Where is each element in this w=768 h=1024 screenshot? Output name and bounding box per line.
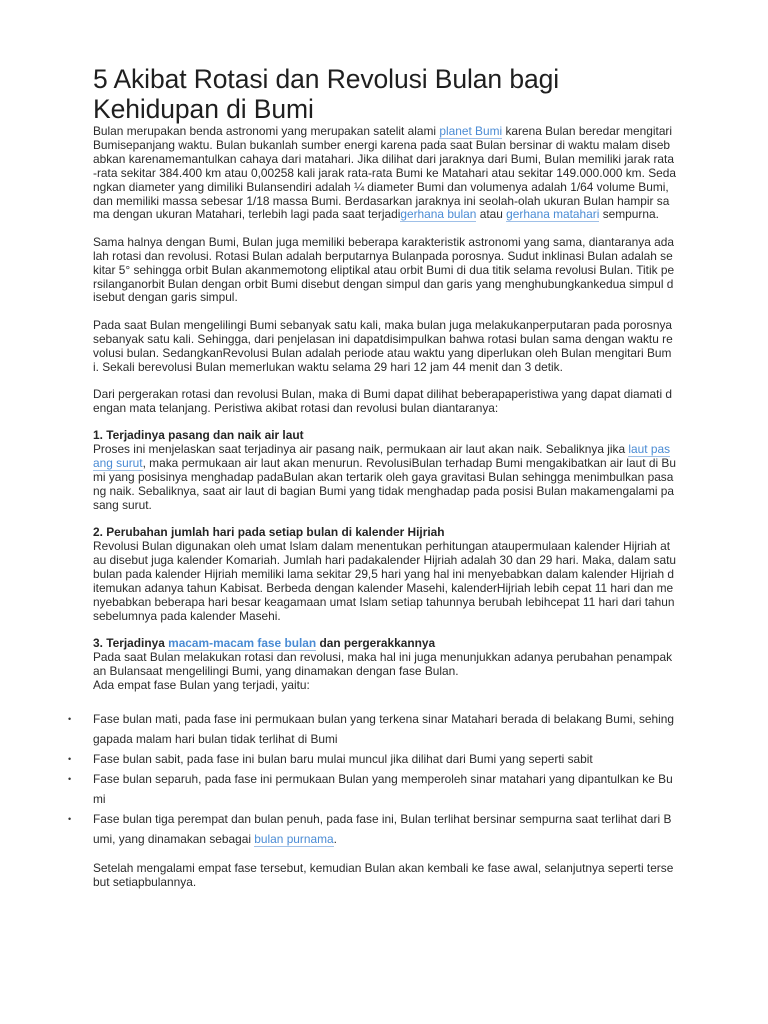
section-1-text (93, 443, 676, 513)
text-span: karena Bulan beredar mengitari Bumisepanjang waktu. Bulan bukanlah sumber energi karena pada saat Bulan bersinar di waktu malam disebabkan karenamemantulkan cahaya dari matahari. Jika dilihat dari jaraknya dari Bumi, Bulan memiliki jarak rata-rata sekitar 384.400 km atau 0,00258 kali jarak rata-rata Bumi ke Matahari atau sekitar 149.000.000 km. Sedangkan diameter yang dimiliki Bulansendiri adalah ¼ diameter Bumi dan volumenya adalah 1/64 volume Bumi, dan memiliki massa sebesar 1/18 massa Bumi. Berdasarkan jaraknya ini seolah-olah ukuran Bulan hampir sama dengan ukuran Matahari, terlebih lagi pada saat terjadi (93, 124, 676, 222)
link-planet-bumi[interactable]: planet Bumi (439, 124, 503, 138)
text-span: . (333, 831, 337, 846)
list-item (68, 749, 676, 769)
text-span: atau (476, 207, 507, 222)
section-1-heading: 1. Terjadinya pasang dan naik air laut (93, 428, 304, 443)
list-item-text: Fase bulan separuh, pada fase ini permukaan Bulan yang memperoleh sinar matahari yang dipantulkan ke Bumi (93, 771, 673, 806)
section-2-text: Revolusi Bulan digunakan oleh umat Islam dalam menentukan perhitungan ataupermulaan kalender Hijriah atau disebut juga kalender Komariah. Jumlah hari padakalender Hijriah adalah 30 dan 29 hari. Maka, dalam satu bulan pada kalender Hijriah memiliki lama sekitar 29,5 hari yang hal ini menyebabkan dalam kalender Hijriah ditemukan adanya tahun Kabisat. Berbeda dengan kalender Masehi, kalenderHijriah lebih cepat 11 hari dan menyebabkan beberapa hari besar keagamaan umat Islam setiap tahunnya berubah lebihcepat 11 hari dari tahun sebelumnya pada kalender Masehi. (93, 539, 677, 623)
bullet-icon: • (68, 773, 72, 784)
list-item (68, 809, 676, 849)
link-gerhana-bulan[interactable]: gerhana bulan (400, 207, 477, 222)
section-3-text: Pada saat Bulan melakukan rotasi dan revolusi, maka hal ini juga menunjukkan adanya perubahan penampakan Bulansaat mengelilingi Bumi, yang dinamakan dengan fase Bulan. (93, 650, 673, 678)
text-span: Proses ini menjelaskan saat terjadinya air pasang naik, permukaan air laut akan naik. Sebaliknya jika (93, 442, 629, 457)
closing-paragraph: Setelah mengalami empat fase tersebut, kemudian Bulan akan kembali ke fase awal, selanjutnya seperti tersebut setiapbulannya. (93, 860, 674, 889)
list-item (68, 709, 676, 749)
page-title: 5 Akibat Rotasi dan Revolusi Bulan bagi Kehidupan di Bumi (93, 64, 560, 124)
link-gerhana-matahari[interactable]: gerhana matahari (506, 207, 600, 222)
list-item-text: Fase bulan tiga perempat dan bulan penuh, pada fase ini, Bulan terlihat bersinar sempurna saat terlihat dari Bumi, yang dinamakan sebagai (93, 811, 672, 846)
section-2-heading: 2. Perubahan jumlah hari pada setiap bulan di kalender Hijriah (93, 525, 445, 540)
text-span: , maka permukaan air laut akan menurun. RevolusiBulan terhadap Bumi mengakibatkan air laut di Bumi yang posisinya menghadap padaBulan akan tertarik oleh gaya gravitasi Bulan sehingga menimbulkan pasang naik. Sebaliknya, saat air laut di bagian Bumi yang tidak menghadap pada posisi Bulan makamengalami pasang surut. (93, 456, 676, 512)
text-span: dan pergerakkannya (316, 636, 436, 651)
bullet-icon: • (68, 813, 72, 824)
events-paragraph: Dari pergerakan rotasi dan revolusi Bulan, maka di Bumi dapat dilihat beberapaperistiwa yang dapat diamati dengan mata telanjang. Peristiwa akibat rotasi dan revolusi bulan diantaranya: (93, 387, 673, 415)
link-bulan-purnama[interactable]: bulan purnama (254, 831, 334, 846)
list-item (68, 769, 676, 809)
revolution-paragraph: Pada saat Bulan mengelilingi Bumi sebanyak satu kali, maka bulan juga melakukanperputaran pada porosnya sebanyak satu kali. Sehingga, dari penjelasan ini dapatdisimpulkan bahwa rotasi bulan sama dengan waktu revolusi bulan. SedangkanRevolusi Bulan adalah periode atau waktu yang diperlukan oleh Bulan mengitari Bumi. Sekali berevolusi Bulan memerlukan waktu selama 29 hari 12 jam 44 menit dan 3 detik. (93, 317, 673, 374)
link-laut-pasang-surut[interactable]: laut pasang surut (93, 442, 671, 471)
list-item-text: Fase bulan sabit, pada fase ini bulan baru mulai muncul jika dilihat dari Bumi yang seperti sabit (93, 751, 593, 766)
phase-list (68, 709, 676, 849)
intro-paragraph (93, 125, 676, 222)
section-3-heading (93, 637, 676, 651)
list-item-text: Fase bulan mati, pada fase ini permukaan bulan yang terkena sinar Matahari berada di belakang Bumi, sehinggapada malam hari bulan tidak terlihat di Bumi (93, 711, 675, 746)
rotation-paragraph: Sama halnya dengan Bumi, Bulan juga memiliki beberapa karakteristik astronomi yang sama, diantaranya adalah rotasi dan revolusi. Rotasi Bulan adalah berputarnya Bulanpada porosnya. Sudut inklinasi Bulan adalah sekitar 5° sehingga orbit Bulan akanmemotong eliptikal atau orbit Bumi di dua titik selama revolusi Bulan. Titik persilanganorbit Bulan dengan orbit Bumi disebut dengan simpul dan garis yang menghubungkankedua simpul disebut dengan garis simpul. (93, 234, 675, 305)
text-span: 3. Terjadinya (93, 636, 169, 651)
bullet-icon: • (68, 753, 72, 764)
link-fase-bulan[interactable]: macam-macam fase bulan (168, 636, 317, 651)
section-3-intro: Ada empat fase Bulan yang terjadi, yaitu: (93, 677, 310, 692)
bullet-icon: • (68, 713, 72, 724)
text-span: Bulan merupakan benda astronomi yang merupakan satelit alami (93, 124, 440, 138)
text-span: sempurna. (599, 207, 659, 222)
